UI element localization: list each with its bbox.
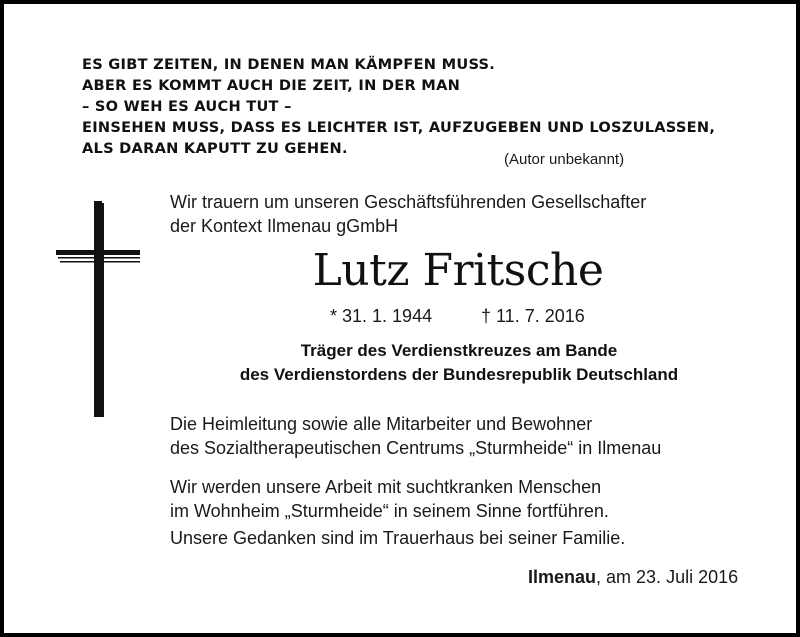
quote-block [82, 54, 715, 159]
obituary-notice [4, 4, 796, 633]
mourners-paragraph [170, 412, 661, 460]
paragraph-line: Die Heimleitung sowie alle Mitarbeiter und Bewohner [170, 414, 593, 434]
death-date: † 11. 7. 2016 [481, 306, 585, 326]
quote-line: – SO WEH ES AUCH TUT – [82, 98, 292, 115]
honor-line: des Verdienstordens der Bundesrepublik Deutschland [239, 365, 679, 384]
paragraph-line: Unsere Gedanken sind im Trauerhaus bei seiner Familie. [170, 528, 626, 548]
honor-text [204, 339, 714, 387]
quote-line: ALS DARAN KAPUTT ZU GEHEN. [82, 140, 348, 157]
intro-line: Wir trauern um unseren Geschäftsführenden Gesellschafter [170, 192, 647, 212]
quote-line: ES GIBT ZEITEN, IN DENEN MAN KÄMPFEN MUSS. [82, 56, 496, 73]
paragraph-line: Wir werden unsere Arbeit mit suchtkranken Menschen [170, 477, 602, 497]
notice-date: , am 23. Juli 2016 [596, 567, 739, 587]
intro-text [170, 190, 646, 238]
cross-icon [56, 201, 142, 419]
intro-line: der Kontext Ilmenau gGmbH [170, 216, 399, 236]
honor-line: Träger des Verdienstkreuzes am Bande [300, 341, 618, 360]
quote-line: ABER ES KOMMT AUCH DIE ZEIT, IN DER MAN [82, 77, 461, 94]
paragraph-line: des Sozialtherapeutischen Centrums „Sturmheide“ in Ilmenau [170, 438, 662, 458]
deceased-name: Lutz Fritsche [312, 245, 604, 296]
paragraph-line: im Wohnheim „Sturmheide“ in seinem Sinne fortführen. [170, 501, 609, 521]
work-paragraph [170, 475, 609, 523]
quote-line: EINSEHEN MUSS, DASS ES LEICHTER IST, AUFZUGEBEN UND LOSZULASSEN, [82, 119, 716, 136]
birth-date: * 31. 1. 1944 [330, 306, 433, 326]
place-date [528, 567, 738, 588]
quote-author: (Autor unbekannt) [504, 151, 625, 168]
family-paragraph [170, 526, 625, 550]
place-name: Ilmenau [528, 567, 597, 587]
